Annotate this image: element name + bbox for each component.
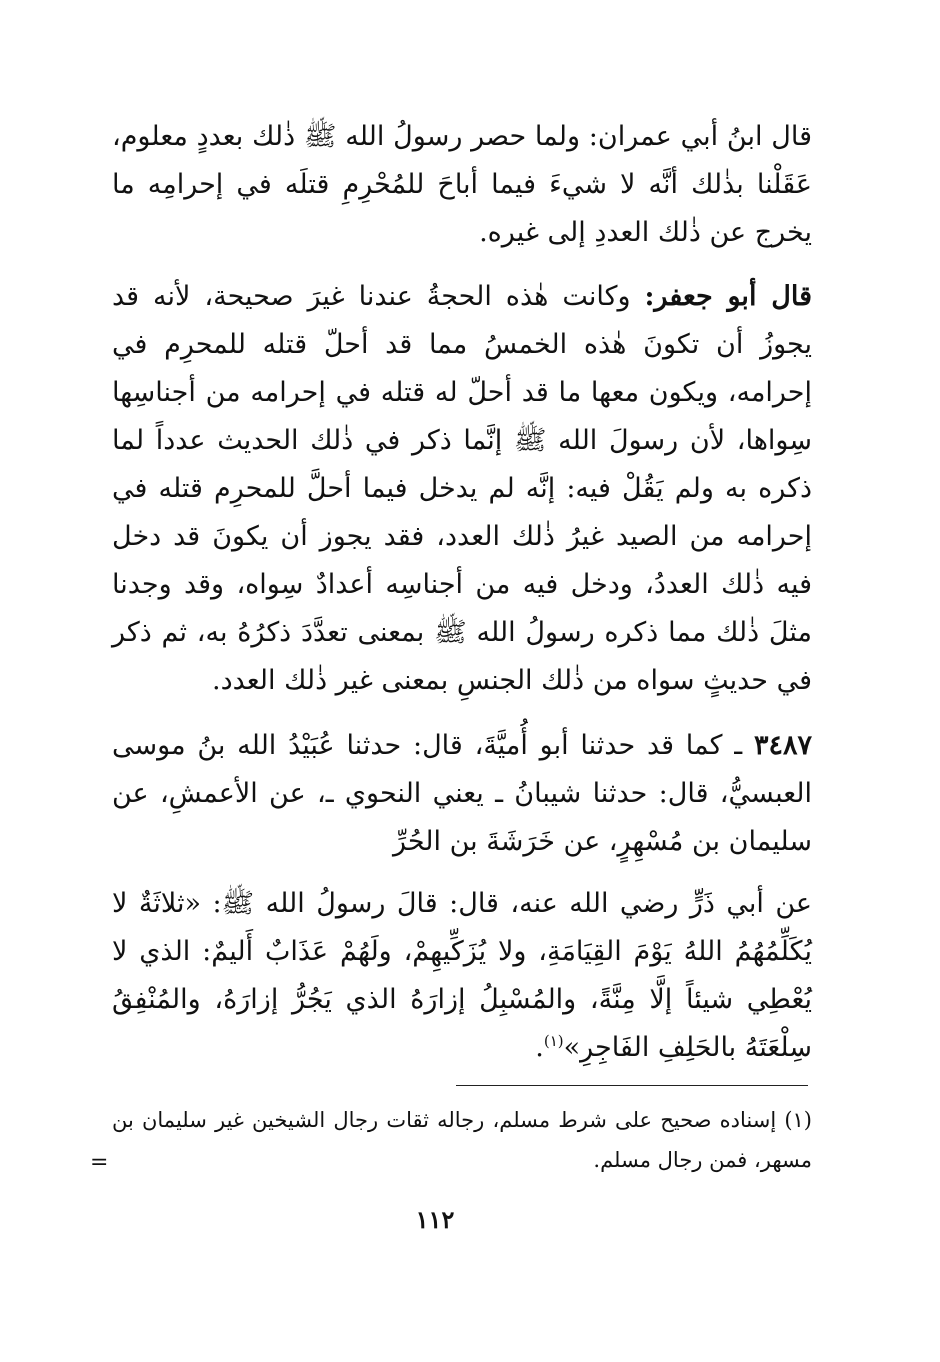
paragraph-text: قال ابنُ أبي عمران: ولما حصر رسولُ الله ﷺ ذٰلك بعددٍ معلوم، عَقَلْنا بذٰلك أنَّه لا شيءَ فيما أباحَ للمُحْرِمِ قتلَه في إحرامِه ما يخرج عن ذٰلك العددِ إلى غيره. bbox=[112, 121, 812, 248]
continuation-mark: = bbox=[90, 1150, 109, 1175]
paragraph-text: وكانت هٰذه الحجةُ عندنا غيرَ صحيحة، لأنه قد يجوزُ أن تكونَ هٰذه الخمسُ مما قد أحلّ قتله للمحرِم في إحرامه، ويكون معها ما قد أحلّ له قتله في إحرامه من أجناسِها سِواها، لأن رسولَ الله ﷺ إنَّما ذكر في ذٰلك الحديث عدداً لما ذكره به ولم يَقُلْ فيه: إنَّه لم يدخل فيما أحلَّ للمحرِم قتله في إحرامه من الصيد غيرُ ذٰلك العدد، فقد يجوز أن يكونَ قد دخل فيه ذٰلك العددُ، ودخل فيه من أجناسِه أعدادٌ سِواه، وقد وجدنا مثلَ ذٰلك مما ذكره رسولُ الله ﷺ بمعنى تعدَّدَ ذكرُهُ به، ثم ذكر في حديثٍ سواه من ذٰلك الجنسِ بمعنى غير ذٰلك العدد. bbox=[112, 281, 812, 696]
paragraph-abu-jafar bbox=[112, 273, 812, 705]
footnote-separator bbox=[456, 1085, 808, 1086]
page-number: ١١٢ bbox=[415, 1205, 455, 1234]
footnote: (١) إسناده صحيح على شرط مسلم، رجاله ثقات رجال الشيخين غير سليمان بن مسهر، فمن رجال مسلم. bbox=[112, 1108, 812, 1172]
hadith-isnad bbox=[112, 722, 812, 866]
isnad-text: ـ كما قد حدثنا أبو أُميَّةَ، قال: حدثنا عُبَيْدُ الله بنُ موسى العبسيُّ، قال: حدثنا شيبانُ ـ يعني النحوي ـ، عن الأعمشِ، عن سليمان بن مُسْهِرٍ، عن خَرَشَةَ بن الحُرِّ bbox=[112, 730, 812, 857]
hadith-matn bbox=[112, 880, 812, 1072]
paragraph-ibn-abi-imran bbox=[112, 113, 812, 257]
hadith-number: ٣٤٨٧ bbox=[753, 730, 812, 761]
paragraph-lead: قال أبو جعفر: bbox=[644, 281, 812, 312]
matn-end: . bbox=[535, 1032, 544, 1063]
footnote-reference[interactable]: (١) bbox=[543, 1032, 564, 1050]
matn-text: عن أبي ذَرٍّ رضي الله عنه، قال: قالَ رسولُ الله ﷺ: «ثلاثَةٌ لا يُكَلِّمُهُمُ اللهُ يَوْمَ القِيَامَةِ، ولا يُزَكِّيهِمْ، ولَهُمْ عَذَابٌ أَليمٌ: الذي لا يُعْطِي شيئاً إلَّا مِنَّةً، والمُسْبِلُ إزارَهُ الذي يَجُرُّ إزارَهُ، والمُنْفِقُ سِلْعَتَهُ بالحَلِفِ الفَاجِرِ» bbox=[112, 888, 812, 1063]
